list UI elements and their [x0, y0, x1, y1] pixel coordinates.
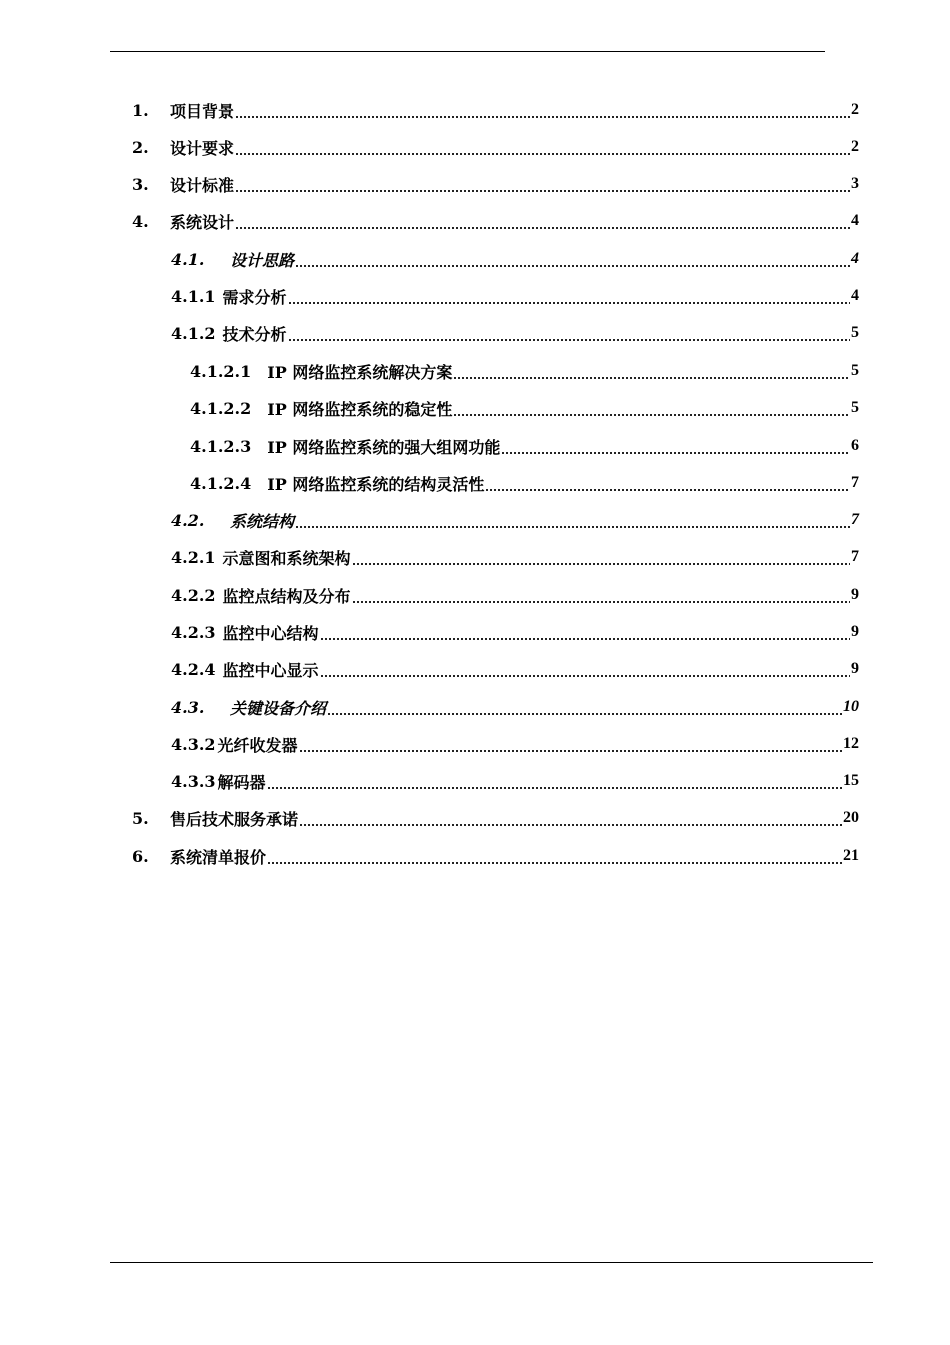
toc-entry[interactable]	[171, 539, 859, 575]
toc-entry-number: 4.2.1	[171, 547, 216, 567]
toc-dot-leader	[288, 332, 850, 342]
toc-entry-number: 4.1.2.1	[190, 361, 252, 381]
toc-entry-page: 9	[851, 586, 859, 603]
toc-entry-page: 2	[851, 138, 859, 155]
toc-dot-leader	[267, 780, 842, 790]
toc-entry[interactable]	[171, 241, 859, 277]
toc-entry-page: 21	[843, 847, 859, 864]
toc-entry-number: 4.2.3	[171, 622, 216, 642]
toc-entry[interactable]	[132, 838, 859, 874]
toc-entry[interactable]	[132, 129, 859, 165]
toc-entry-page: 20	[843, 809, 859, 826]
toc-dot-leader	[235, 109, 850, 119]
toc-entry-title: 设计思路	[230, 250, 295, 270]
toc-entry-page: 4	[851, 250, 859, 267]
toc-dot-leader	[320, 631, 850, 641]
toc-entry-page: 7	[851, 511, 859, 528]
toc-dot-leader	[288, 295, 850, 305]
toc-entry-title: 系统清单报价	[170, 847, 267, 867]
toc-entry-page: 3	[851, 175, 859, 192]
header-rule	[110, 51, 825, 52]
toc-entry-title: 关键设备介绍	[230, 698, 327, 718]
toc-entry[interactable]	[132, 800, 859, 836]
toc-entry-title: 监控中心显示	[222, 660, 319, 680]
toc-entry-number: 2.	[132, 137, 149, 157]
toc-entry[interactable]	[132, 92, 859, 128]
toc-entry-page: 5	[851, 362, 859, 379]
toc-entry-title: 解码器	[217, 772, 266, 792]
toc-entry[interactable]	[190, 465, 859, 501]
toc-dot-leader	[352, 556, 850, 566]
toc-entry[interactable]	[171, 315, 859, 351]
toc-entry[interactable]	[171, 651, 859, 687]
toc-entry-title: 系统设计	[170, 212, 235, 232]
toc-entry[interactable]	[171, 577, 859, 613]
toc-entry[interactable]	[190, 353, 859, 389]
toc-entry-number: 4.1.2.3	[190, 436, 252, 456]
toc-entry[interactable]	[132, 203, 859, 239]
toc-dot-leader	[501, 445, 850, 455]
toc-entry-number: 4.3.3	[171, 771, 216, 791]
toc-entry-number: 4.1.2.4	[190, 473, 252, 493]
toc-dot-leader	[235, 146, 850, 156]
toc-entry-page: 7	[851, 548, 859, 565]
toc-entry-title: 需求分析	[222, 287, 287, 307]
toc-entry-number: 4.1.2	[171, 323, 216, 343]
toc-entry-title: 技术分析	[222, 324, 287, 344]
toc-entry-title: 设计要求	[170, 138, 235, 158]
toc-entry-page: 9	[851, 660, 859, 677]
toc-dot-leader	[485, 482, 850, 492]
toc-entry-title: IP 网络监控系统的结构灵活性	[267, 474, 485, 494]
toc-entry-page: 10	[843, 698, 859, 715]
footer-rule	[110, 1262, 873, 1263]
toc-entry-title: 售后技术服务承诺	[170, 809, 299, 829]
toc-entry-title: 项目背景	[170, 101, 235, 121]
toc-entry[interactable]	[132, 166, 859, 202]
toc-entry-page: 12	[843, 735, 859, 752]
toc-entry-title: 监控中心结构	[222, 623, 319, 643]
toc-dot-leader	[299, 743, 842, 753]
toc-entry-page: 4	[851, 212, 859, 229]
toc-entry-page: 9	[851, 623, 859, 640]
toc-entry-page: 5	[851, 324, 859, 341]
toc-entry-number: 5.	[132, 808, 149, 828]
toc-entry-number: 1.	[132, 100, 149, 120]
toc-entry-number: 4.2.4	[171, 659, 216, 679]
toc-entry[interactable]	[171, 502, 859, 538]
toc-entry[interactable]	[190, 390, 859, 426]
toc-entry[interactable]	[171, 763, 859, 799]
toc-dot-leader	[295, 519, 850, 529]
toc-entry-title: IP 网络监控系统解决方案	[267, 362, 453, 382]
toc-entry-title: 示意图和系统架构	[222, 548, 351, 568]
toc-entry-number: 4.1.1	[171, 286, 216, 306]
toc-entry-title: IP 网络监控系统的稳定性	[267, 399, 453, 419]
toc-dot-leader	[453, 370, 850, 380]
toc-entry-title: IP 网络监控系统的强大组网功能	[267, 437, 501, 457]
toc-dot-leader	[453, 407, 850, 417]
toc-entry-title: 设计标准	[170, 175, 235, 195]
toc-entry-title: 系统结构	[230, 511, 295, 531]
toc-dot-leader	[235, 183, 850, 193]
toc-dot-leader	[352, 594, 850, 604]
toc-entry-page: 7	[851, 474, 859, 491]
toc-entry-number: 4.1.2.2	[190, 398, 252, 418]
toc-entry[interactable]	[171, 278, 859, 314]
toc-entry-page: 6	[851, 437, 859, 454]
toc-entry[interactable]	[171, 726, 859, 762]
toc-entry-title: 光纤收发器	[217, 735, 298, 755]
toc-entry-page: 2	[851, 101, 859, 118]
toc-entry[interactable]	[171, 689, 859, 725]
toc-entry-number: 4.3.2	[171, 734, 216, 754]
toc-dot-leader	[327, 706, 842, 716]
toc-entry-title: 监控点结构及分布	[222, 586, 351, 606]
toc-entry-number: 3.	[132, 174, 149, 194]
toc-dot-leader	[320, 668, 850, 678]
toc-entry[interactable]	[190, 428, 859, 464]
toc-entry-number: 4.1.	[171, 249, 205, 269]
toc-dot-leader	[299, 817, 842, 827]
toc-entry-number: 6.	[132, 846, 149, 866]
toc-entry[interactable]	[171, 614, 859, 650]
toc-entry-number: 4.3.	[171, 697, 205, 717]
toc-entry-number: 4.2.2	[171, 585, 216, 605]
toc-entry-number: 4.2.	[171, 510, 205, 530]
toc-dot-leader	[267, 855, 842, 865]
toc-dot-leader	[295, 258, 850, 268]
toc-entry-page: 5	[851, 399, 859, 416]
toc-entry-page: 4	[851, 287, 859, 304]
toc-dot-leader	[235, 220, 850, 230]
toc-entry-page: 15	[843, 772, 859, 789]
toc-entry-number: 4.	[132, 211, 149, 231]
